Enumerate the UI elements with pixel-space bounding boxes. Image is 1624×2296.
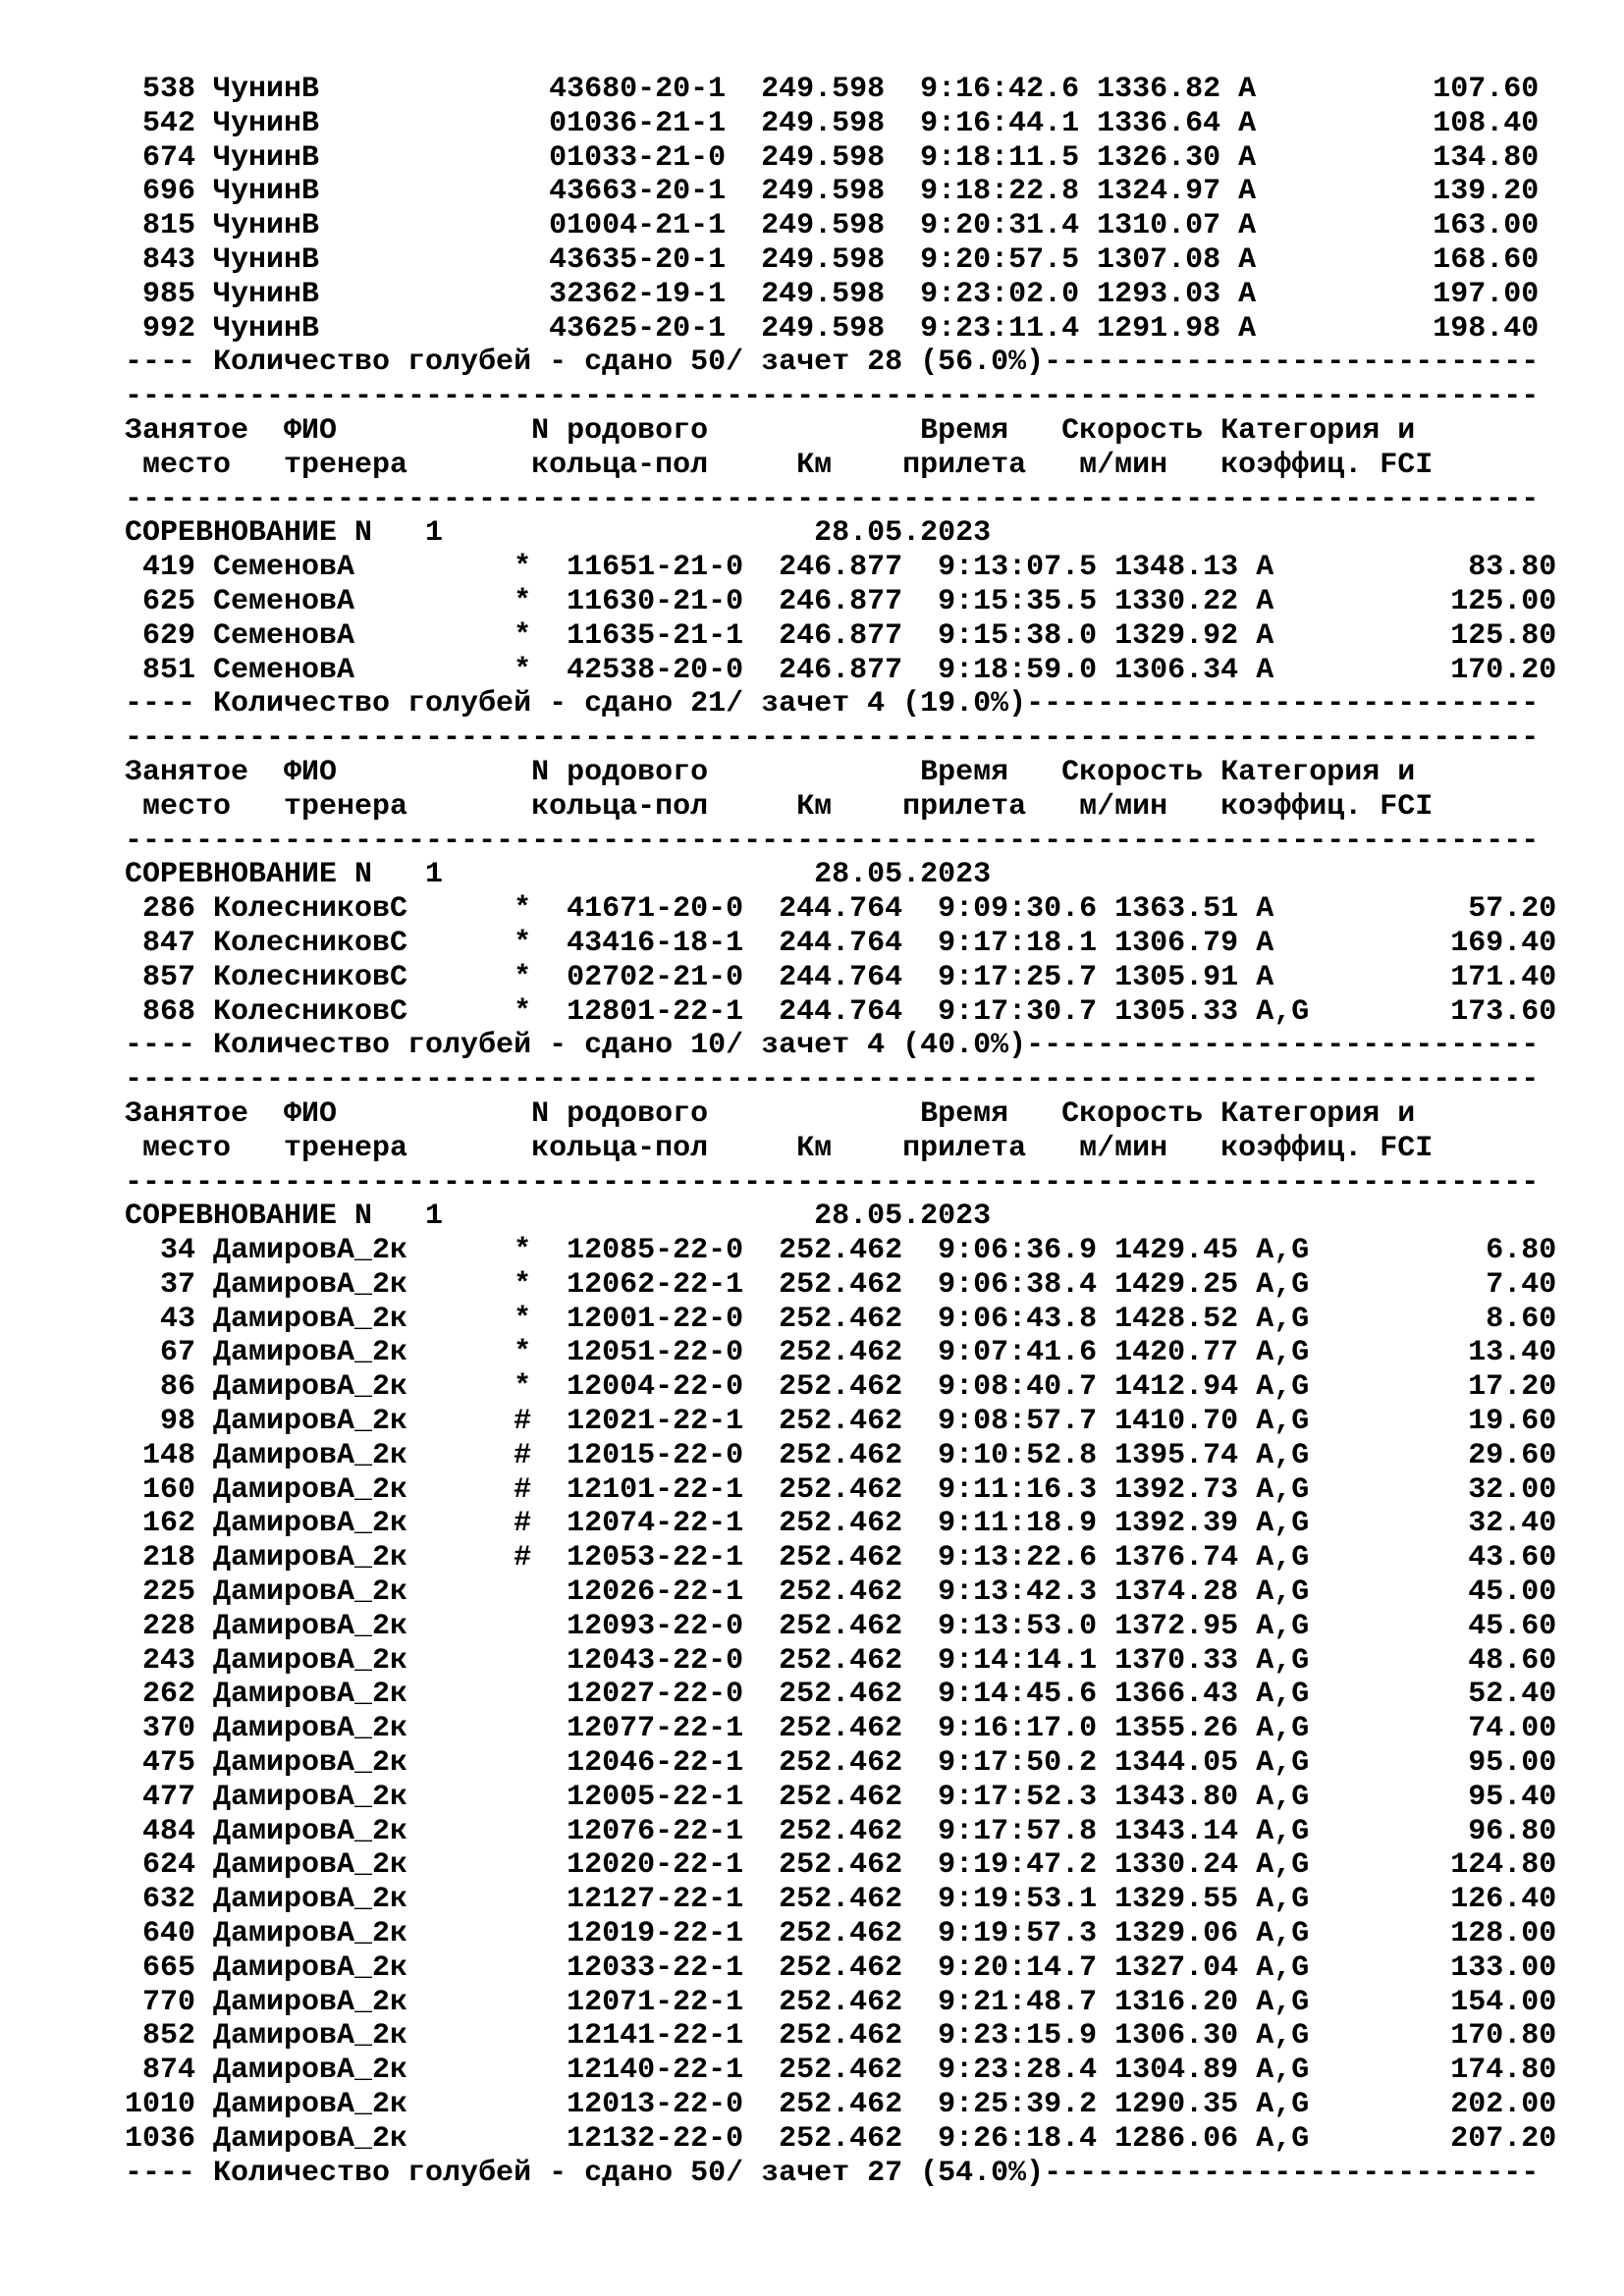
column-header: место тренера кольца-пол Км прилета м/мин коэффиц. FCI (125, 448, 1434, 482)
result-row: 542 ЧунинВ 01036-21-1 249.598 9:16:44.1 1336.64 A 108.40 (125, 106, 1540, 140)
result-row: 1036 ДамировА_2к 12132-22-0 252.462 9:26:18.4 1286.06 A,G 207.20 (125, 2121, 1557, 2156)
race-results-report (125, 73, 1556, 2190)
separator-line: -------------------------------------------------------------------------------- (125, 482, 1540, 516)
result-row: 852 ДамировА_2к 12141-22-1 252.462 9:23:15.9 1306.30 A,G 170.80 (125, 2019, 1557, 2054)
result-row: 874 ДамировА_2к 12140-22-1 252.462 9:23:28.4 1304.89 A,G 174.80 (125, 2054, 1557, 2088)
result-row: 640 ДамировА_2к 12019-22-1 252.462 9:19:57.3 1329.06 A,G 128.00 (125, 1917, 1557, 1951)
result-row: 665 ДамировА_2к 12033-22-1 252.462 9:20:14.7 1327.04 A,G 133.00 (125, 1950, 1557, 1985)
separator-line: -------------------------------------------------------------------------------- (125, 1165, 1540, 1200)
summary-line: ---- Количество голубей - сдано 50/ зачет 27 (54.0%)---------------------------- (125, 2156, 1540, 2190)
result-row: 629 СеменовА * 11635-21-1 246.877 9:15:38.0 1329.92 A 125.80 (125, 618, 1557, 653)
result-row: 851 СеменовА * 42538-20-0 246.877 9:18:59.0 1306.34 A 170.20 (125, 653, 1557, 687)
column-header: место тренера кольца-пол Км прилета м/мин коэффиц. FCI (125, 789, 1434, 824)
result-row: 843 ЧунинВ 43635-20-1 249.598 9:20:57.5 1307.08 A 168.60 (125, 242, 1540, 277)
result-row: 985 ЧунинВ 32362-19-1 249.598 9:23:02.0 1293.03 A 197.00 (125, 277, 1540, 311)
result-row: 228 ДамировА_2к 12093-22-0 252.462 9:13:53.0 1372.95 A,G 45.60 (125, 1609, 1557, 1643)
result-row: 624 ДамировА_2к 12020-22-1 252.462 9:19:47.2 1330.24 A,G 124.80 (125, 1848, 1557, 1883)
result-row: 475 ДамировА_2к 12046-22-1 252.462 9:17:50.2 1344.05 A,G 95.00 (125, 1746, 1557, 1781)
result-row: 674 ЧунинВ 01033-21-0 249.598 9:18:11.5 1326.30 A 134.80 (125, 140, 1540, 175)
result-row: 37 ДамировА_2к * 12062-22-1 252.462 9:06:38.4 1429.25 A,G 7.40 (125, 1267, 1557, 1302)
separator-line: -------------------------------------------------------------------------------- (125, 721, 1540, 756)
result-row: 419 СеменовА * 11651-21-0 246.877 9:13:07.5 1348.13 A 83.80 (125, 551, 1557, 585)
result-row: 286 КолесниковС * 41671-20-0 244.764 9:09:30.6 1363.51 A 57.20 (125, 892, 1557, 927)
summary-line: ---- Количество голубей - сдано 21/ зачет 4 (19.0%)----------------------------- (125, 687, 1540, 721)
competition-header: СОРЕВНОВАНИЕ N 1 28.05.2023 (125, 858, 992, 892)
result-row: 262 ДамировА_2к 12027-22-0 252.462 9:14:45.6 1366.43 A,G 52.40 (125, 1678, 1557, 1712)
separator-line: -------------------------------------------------------------------------------- (125, 1063, 1540, 1097)
result-row: 1010 ДамировА_2к 12013-22-0 252.462 9:25:39.2 1290.35 A,G 202.00 (125, 2088, 1557, 2122)
result-row: 477 ДамировА_2к 12005-22-1 252.462 9:17:52.3 1343.80 A,G 95.40 (125, 1780, 1557, 1814)
result-row: 868 КолесниковС * 12801-22-1 244.764 9:17:30.7 1305.33 A,G 173.60 (125, 994, 1557, 1029)
column-header: Занятое ФИО N родового Время Скорость Категория и (125, 1096, 1416, 1131)
result-row: 218 ДамировА_2к # 12053-22-1 252.462 9:13:22.6 1376.74 A,G 43.60 (125, 1541, 1557, 1575)
result-row: 815 ЧунинВ 01004-21-1 249.598 9:20:31.4 1310.07 A 163.00 (125, 209, 1540, 243)
competition-header: СОРЕВНОВАНИЕ N 1 28.05.2023 (125, 1200, 992, 1234)
result-row: 625 СеменовА * 11630-21-0 246.877 9:15:35.5 1330.22 A 125.00 (125, 584, 1557, 618)
result-row: 34 ДамировА_2к * 12085-22-0 252.462 9:06:36.9 1429.45 A,G 6.80 (125, 1234, 1557, 1268)
result-row: 770 ДамировА_2к 12071-22-1 252.462 9:21:48.7 1316.20 A,G 154.00 (125, 1985, 1557, 2019)
separator-line: -------------------------------------------------------------------------------- (125, 380, 1540, 414)
separator-line: -------------------------------------------------------------------------------- (125, 824, 1540, 858)
result-row: 225 ДамировА_2к 12026-22-1 252.462 9:13:42.3 1374.28 A,G 45.00 (125, 1575, 1557, 1610)
summary-line: ---- Количество голубей - сдано 10/ зачет 4 (40.0%)----------------------------- (125, 1029, 1540, 1063)
column-header: Занятое ФИО N родового Время Скорость Категория и (125, 755, 1416, 789)
result-row: 696 ЧунинВ 43663-20-1 249.598 9:18:22.8 1324.97 A 139.20 (125, 175, 1540, 209)
result-row: 162 ДамировА_2к # 12074-22-1 252.462 9:11:18.9 1392.39 A,G 32.40 (125, 1507, 1557, 1541)
result-row: 148 ДамировА_2к # 12015-22-0 252.462 9:10:52.8 1395.74 A,G 29.60 (125, 1438, 1557, 1472)
result-row: 370 ДамировА_2к 12077-22-1 252.462 9:16:17.0 1355.26 A,G 74.00 (125, 1712, 1557, 1746)
competition-header: СОРЕВНОВАНИЕ N 1 28.05.2023 (125, 516, 992, 551)
result-row: 484 ДамировА_2к 12076-22-1 252.462 9:17:57.8 1343.14 A,G 96.80 (125, 1814, 1557, 1848)
column-header: место тренера кольца-пол Км прилета м/мин коэффиц. FCI (125, 1131, 1434, 1165)
result-row: 160 ДамировА_2к # 12101-22-1 252.462 9:11:16.3 1392.73 A,G 32.00 (125, 1472, 1557, 1507)
result-row: 86 ДамировА_2к * 12004-22-0 252.462 9:08:40.7 1412.94 A,G 17.20 (125, 1370, 1557, 1405)
column-header: Занятое ФИО N родового Время Скорость Категория и (125, 413, 1416, 448)
result-row: 632 ДамировА_2к 12127-22-1 252.462 9:19:53.1 1329.55 A,G 126.40 (125, 1883, 1557, 1917)
result-row: 98 ДамировА_2к # 12021-22-1 252.462 9:08:57.7 1410.70 A,G 19.60 (125, 1405, 1557, 1439)
result-row: 857 КолесниковС * 02702-21-0 244.764 9:17:25.7 1305.91 A 171.40 (125, 960, 1557, 994)
result-row: 847 КолесниковС * 43416-18-1 244.764 9:17:18.1 1306.79 A 169.40 (125, 926, 1557, 960)
summary-line: ---- Количество голубей - сдано 50/ зачет 28 (56.0%)---------------------------- (125, 346, 1540, 380)
result-row: 243 ДамировА_2к 12043-22-0 252.462 9:14:14.1 1370.33 A,G 48.60 (125, 1643, 1557, 1678)
result-row: 67 ДамировА_2к * 12051-22-0 252.462 9:07:41.6 1420.77 A,G 13.40 (125, 1336, 1557, 1370)
result-row: 43 ДамировА_2к * 12001-22-0 252.462 9:06:43.8 1428.52 A,G 8.60 (125, 1302, 1557, 1336)
result-row: 538 ЧунинВ 43680-20-1 249.598 9:16:42.6 1336.82 A 107.60 (125, 73, 1540, 106)
result-row: 992 ЧунинВ 43625-20-1 249.598 9:23:11.4 1291.98 A 198.40 (125, 311, 1540, 346)
